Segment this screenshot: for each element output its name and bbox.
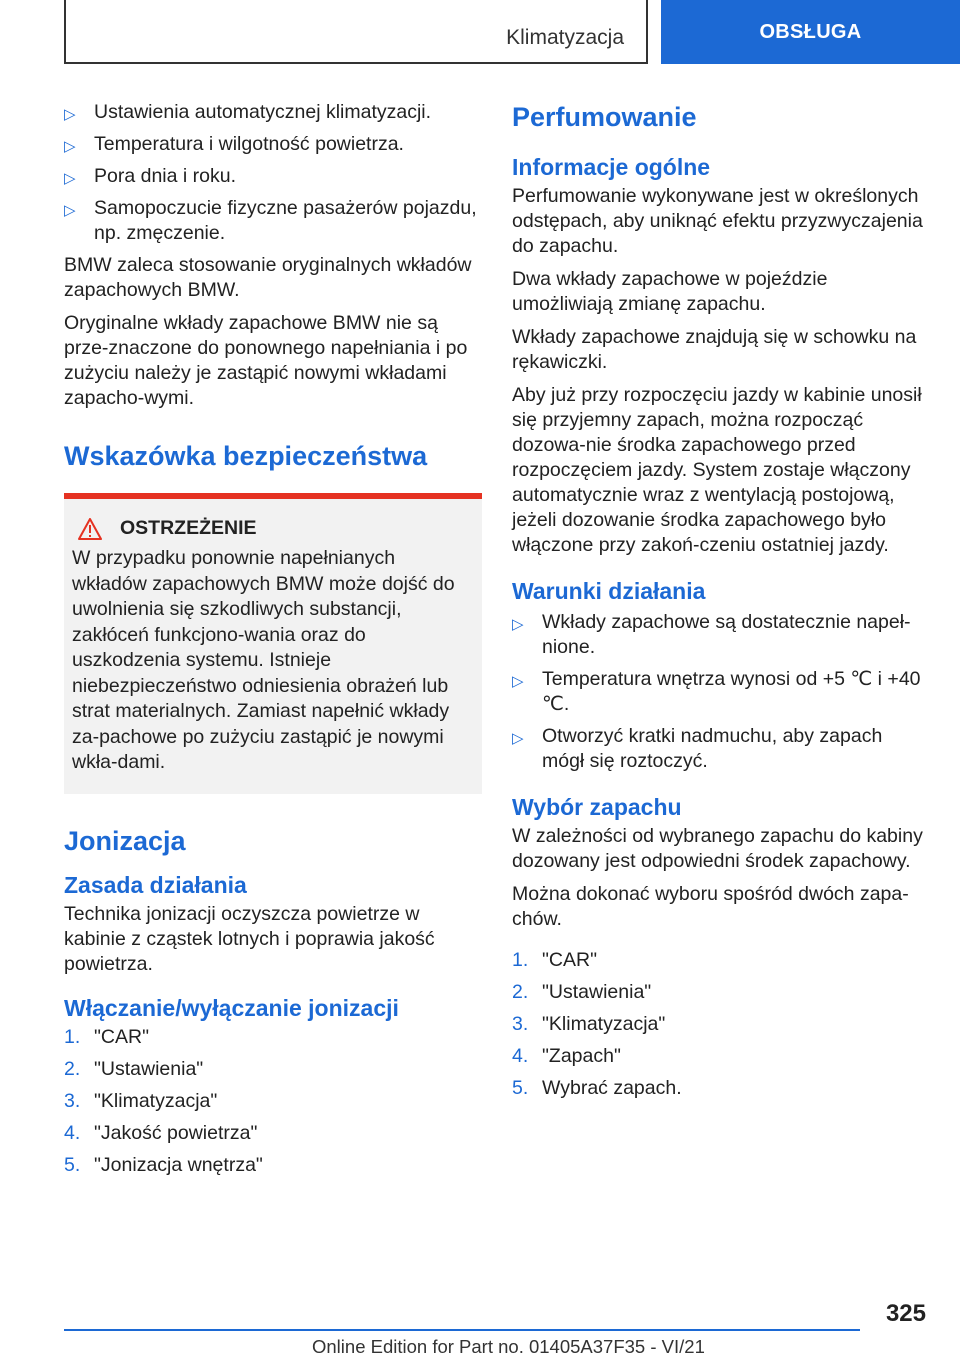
paragraph: Dwa wkłady zapachowe w pojeździe umożliwiają zmianę zapachu. (512, 268, 828, 315)
edition-footer: Online Edition for Part no. 01405A37F35 - VI/21 (312, 1336, 705, 1357)
scent-selection-heading: Wybór zapachu (512, 794, 682, 820)
warning-triangle-icon (78, 518, 102, 540)
paragraph: BMW zaleca stosowanie oryginalnych wkładów zapachowych BMW. (64, 254, 472, 301)
ionization-steps (64, 1025, 482, 1178)
list-item: ▷ Ustawienia automatycznej klimatyzacji. (64, 100, 482, 125)
list-item: 3. "Klimatyzacja" (512, 1013, 666, 1035)
paragraph: Wkłady zapachowe znajdują się w schowku na rękawiczki. (512, 326, 917, 373)
list-item: ▷ Temperatura i wilgotność powietrza. (64, 132, 482, 157)
paragraph: Technika jonizacji oczyszcza powietrze w kabinie z cząstek lotnych i poprawia jakość powietrza. (64, 902, 435, 975)
list-item: 4. "Jakość powietrza" (64, 1121, 258, 1144)
ionization-heading: Jonizacja (64, 825, 186, 856)
paragraph: Oryginalne wkłady zapachowe BMW nie są prze-znaczone do ponownego napełniania i po zużyciu należy je zastąpić nowymi wkładami zapacho-wymi. (64, 312, 468, 409)
warning-title: OSTRZEŻENIE (120, 517, 257, 539)
list-item: ▷ Samopoczucie fizyczne pasażerów pojazdu, np. zmęczenie. (64, 197, 477, 244)
triangle-bullet-icon: ▷ (512, 730, 524, 747)
paragraph: W zależności od wybranego zapachu do kabiny dozowany jest odpowiedni środek zapachowy. (512, 825, 923, 872)
perfume-heading: Perfumowanie (512, 102, 697, 132)
footer-divider (64, 1329, 860, 1331)
triangle-bullet-icon: ▷ (512, 673, 524, 690)
scent-steps (512, 948, 928, 1101)
ionization-toggle-heading: Włączanie/wyłączanie jonizacji (64, 994, 399, 1021)
right-column (512, 100, 928, 1108)
paragraph: Można dokonać wyboru spośród dwóch zapa-chów. (512, 883, 909, 930)
list-item: ▷ Otworzyć kratki nadmuchu, aby zapach mógł się roztoczyć. (512, 725, 883, 772)
list-item: 1. "CAR" (512, 949, 598, 971)
warning-header (72, 517, 474, 540)
triangle-bullet-icon: ▷ (64, 202, 76, 219)
general-info-heading: Informacje ogólne (512, 154, 711, 180)
list-item: 2. "Ustawienia" (512, 981, 652, 1003)
list-item: 2. "Ustawienia" (64, 1057, 204, 1080)
factor-list (64, 100, 482, 246)
list-item: 5. "Jonizacja wnętrza" (64, 1153, 263, 1176)
list-item: 5. Wybrać zapach. (512, 1077, 682, 1099)
triangle-bullet-icon: ▷ (64, 138, 76, 155)
conditions-heading: Warunki działania (512, 578, 706, 604)
list-item: 4. "Zapach" (512, 1045, 621, 1067)
list-item: 3. "Klimatyzacja" (64, 1089, 218, 1112)
triangle-bullet-icon: ▷ (64, 106, 76, 123)
paragraph: Perfumowanie wykonywane jest w określonych odstępach, aby uniknąć efektu przyzwyczajenia do zapachu. (512, 185, 923, 257)
paragraph: Aby już przy rozpoczęciu jazdy w kabinie unosił się przyjemny zapach, można rozpocząć dozowa-nie środka zapachowego przed rozpoczęciem jazdy. System zostaje włączony automatycznie wraz z wentylacją postojową, jeżeli dozowanie środka zapachowego było włączone przy zakoń-czeniu ostatniej jazdy. (512, 384, 922, 556)
header-frame (64, 0, 648, 64)
chapter-tab[interactable]: OBSŁUGA (661, 0, 960, 64)
triangle-bullet-icon: ▷ (512, 616, 524, 633)
warning-box (64, 493, 482, 794)
left-column (64, 100, 482, 1185)
list-item: ▷ Pora dnia i roku. (64, 164, 482, 189)
page-number: 325 (885, 1300, 926, 1327)
list-item: 1. "CAR" (64, 1025, 150, 1048)
ionization-principle-heading: Zasada działania (64, 871, 247, 898)
section-title: Klimatyzacja (506, 26, 624, 49)
list-item: ▷ Temperatura wnętrza wynosi od +5 ℃ i +40 ℃. (512, 668, 921, 715)
conditions-list (512, 610, 928, 774)
safety-heading: Wskazówka bezpieczeństwa (64, 441, 428, 471)
list-item: ▷ Wkłady zapachowe są dostatecznie napeł-nione. (512, 611, 911, 658)
triangle-bullet-icon: ▷ (64, 170, 76, 187)
warning-text: W przypadku ponownie napełnianych wkładów zapachowych BMW może dojść do uwolnienia się szkodliwych substancji, zakłóceń funkcjono-wania oraz do uszkodzenia systemu. Istnieje niebezpieczeństwo odniesienia obrażeń lub strat materialnych. Zamiast napełnić wkłady za-pachowe po zużyciu zastąpić je nowymi wkła-dami. (72, 547, 455, 773)
